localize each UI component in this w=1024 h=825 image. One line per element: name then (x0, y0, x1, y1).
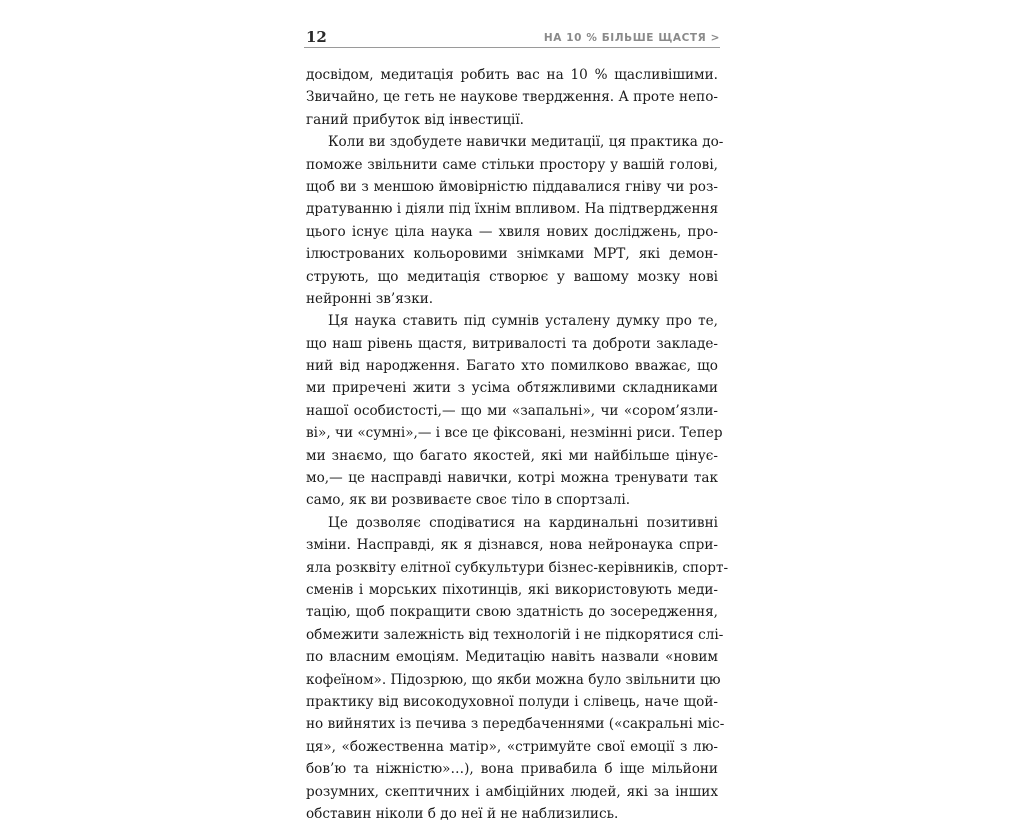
text-line: ми знаємо, що багато якостей, які ми найбільше цінує- (306, 447, 718, 464)
text-line: цього існує ціла наука — хвиля нових досліджень, про- (306, 223, 718, 240)
body-text (306, 64, 729, 825)
text-line: досвідом, медитація робить вас на 10 % щасливішими. (306, 67, 718, 83)
running-head (304, 24, 720, 46)
text-line: щоб ви з меншою ймовірністю піддавалися гніву чи роз- (306, 178, 718, 195)
text-line: нашої особистості,— що ми «запальні», чи «сором’язли- (306, 402, 718, 419)
text-line: кофеїном». Підозрюю, що якби можна було звільнити цю (306, 671, 721, 688)
text-line: но вийнятих із печива з передбаченнями («сакральні міс- (306, 716, 725, 733)
header-divider (304, 47, 720, 48)
text-line: сменів і морських піхотинців, які використовують меди- (306, 581, 718, 598)
text-line: обмежити залежність від технологій і не підкорятися слі- (306, 626, 724, 643)
text-line: тацію, щоб покращити свою здатність до зосередження, (306, 604, 718, 621)
text-line: ний від народження. Багато хто помилково вважає, що (306, 358, 718, 375)
text-line: зміни. Насправді, як я дізнався, нова нейронаука спри- (306, 537, 718, 554)
text-line: що наш рівень щастя, витривалості та доброти закладе- (306, 335, 718, 352)
text-line: бов’ю та ніжністю»…), вона привабила б іще мільйони (306, 761, 718, 778)
text-line: поможе звільнити саме стільки простору у вашій голові, (306, 156, 718, 173)
section-title: НА 10 % БІЛЬШЕ ЩАСТЯ > (543, 32, 720, 44)
text-line: Ця наука ставить під сумнів усталену думку про те, (328, 313, 718, 330)
text-line: нейронні зв’язки. (306, 290, 434, 307)
text-line: обставин ніколи б до неї й не наблизились. (306, 805, 619, 822)
text-line: Це дозволяє сподіватися на кардинальні позитивні (328, 514, 718, 531)
text-line: по власним емоціям. Медитацію навіть назвали «новим (306, 649, 718, 666)
paragraph (306, 131, 724, 310)
paragraph (306, 310, 723, 512)
text-line: струють, що медитація створює у вашому мозку нові (306, 268, 718, 285)
text-line: ілюстрованих кольоровими знімками МРТ, які демон- (306, 246, 718, 263)
page-number: 12 (306, 28, 327, 46)
text-line: мо,— це насправді навички, котрі можна тренувати так (306, 470, 718, 487)
paragraph (306, 64, 718, 131)
text-line: ця», «божественна матір», «стримуйте свої емоції з лю- (306, 738, 718, 755)
text-line: Звичайно, це геть не наукове твердження. А проте непо- (306, 89, 718, 106)
text-line: розумних, скептичних і амбіційних людей, які за інших (306, 783, 718, 800)
text-line: ганий прибуток від інвестиції. (306, 111, 525, 128)
text-line: дратуванню і діяли під їхнім впливом. На підтвердження (306, 201, 719, 218)
text-line: само, як ви розвиваєте своє тіло в спортзалі. (306, 492, 631, 509)
text-line: Коли ви здобудете навички медитації, ця практика до- (328, 134, 724, 151)
text-line: ві», чи «сумні»,— і все це фіксовані, незмінні риси. Тепер (306, 425, 723, 442)
text-line: ми приречені жити з усіма обтяжливими складниками (306, 380, 718, 397)
paragraph (306, 512, 729, 825)
text-line: яла розквіту елітної субкультури бізнес-керівників, спорт- (306, 559, 729, 576)
text-line: практику від високодуховної полуди і слівець, наче щой- (306, 693, 718, 710)
